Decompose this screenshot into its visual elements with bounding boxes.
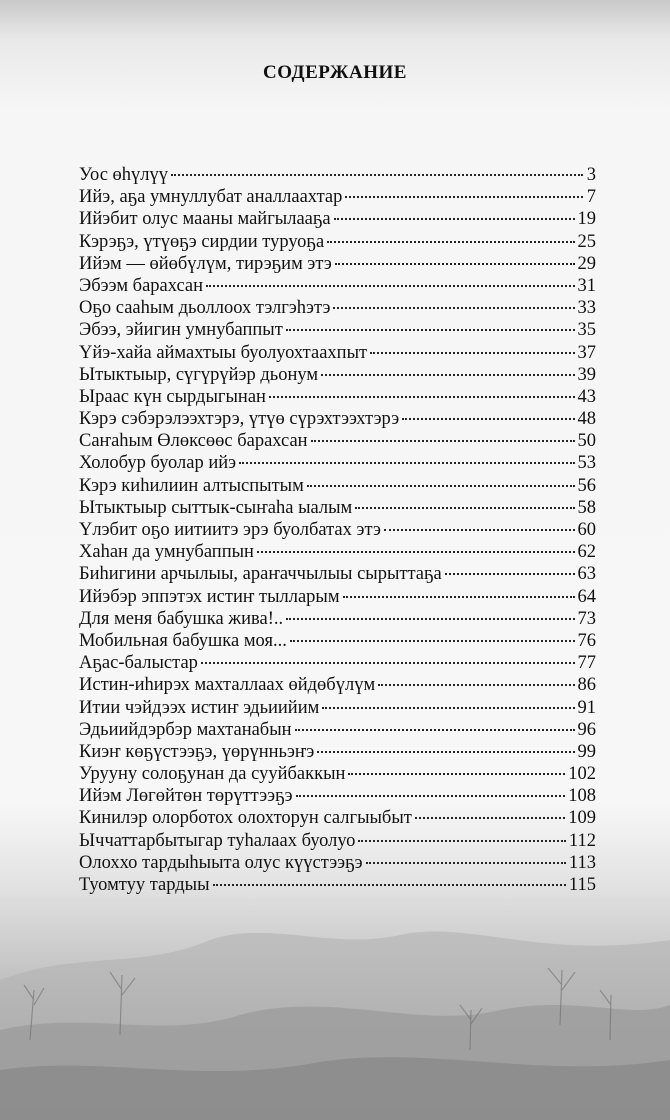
toc-entry-page-number: 64	[577, 586, 596, 607]
toc-entry-title: Ытыктыыр сыттык-сыҥаһа ыалым	[79, 497, 353, 518]
dot-leader	[257, 551, 575, 553]
toc-entry	[79, 830, 596, 852]
toc-entry-title: Итии чэйдээх истиҥ эдьиийим	[79, 697, 320, 718]
toc-entry-title: Биһигини арчылыы, араҥаччылыы сырыттаҕа	[79, 564, 442, 585]
toc-entry-page-number: 7	[586, 187, 596, 208]
toc-entry-page-number: 58	[577, 497, 596, 518]
dot-leader	[348, 773, 565, 775]
toc-entry-title: Хаһан да умнубаппын	[79, 542, 254, 563]
toc-entry-title: Ийэ, аҕа умнуллубат аналлаахтар	[79, 187, 343, 208]
toc-entry-page-number: 3	[586, 165, 596, 185]
toc-entry-title: Эбээ, эйигин умнубаппыт	[79, 320, 283, 341]
toc-entry-page-number: 60	[577, 520, 596, 540]
dot-leader	[415, 817, 565, 819]
toc-entry-page-number: 33	[577, 298, 596, 319]
toc-entry-page-number: 25	[577, 231, 596, 252]
toc-entry-page-number: 108	[568, 786, 596, 807]
toc-entry-page-number: 39	[577, 364, 596, 385]
dot-leader	[343, 596, 575, 598]
toc-entry	[79, 541, 596, 563]
toc-entry-page-number: 77	[577, 653, 596, 674]
toc-entry-title: Олоххо тардыһыыта олус күүстээҕэ	[79, 852, 363, 873]
toc-entry	[79, 408, 596, 430]
toc-entry	[79, 763, 596, 785]
dot-leader	[345, 196, 583, 198]
dot-leader	[327, 241, 574, 243]
toc-entry	[79, 807, 596, 829]
dot-leader	[307, 485, 575, 487]
toc-entry	[79, 364, 596, 386]
toc-entry-page-number: 99	[577, 741, 596, 762]
toc-entry-title: Кэрэҕэ, үтүөҕэ сирдии туруоҕа	[79, 231, 325, 252]
dot-leader	[206, 285, 574, 287]
toc-entry-title: Уруунy солоҕунан да сууйбаккын	[79, 764, 346, 785]
toc-entry	[79, 741, 596, 763]
toc-entry-page-number: 86	[577, 675, 596, 696]
dot-leader	[334, 218, 575, 220]
toc-entry	[79, 563, 596, 585]
toc-entry-title: Туомтуу тардыы	[79, 875, 210, 895]
dot-leader	[213, 884, 566, 886]
dot-leader	[311, 440, 575, 442]
toc-entry-page-number: 113	[568, 852, 596, 873]
toc-entry-page-number: 19	[577, 209, 596, 230]
dot-leader	[333, 307, 574, 309]
dot-leader	[366, 862, 566, 864]
toc-entry-title: Уос өһүлүү	[79, 165, 169, 185]
dot-leader	[445, 573, 575, 575]
dot-leader	[322, 707, 574, 709]
dot-leader	[317, 751, 574, 753]
toc-entry	[79, 852, 596, 874]
toc-entry	[79, 253, 596, 275]
toc-entry	[79, 186, 596, 208]
toc-entry-title: Истин-иһирэх махталлаах өйдөбүлүм	[79, 675, 376, 696]
toc-entry-page-number: 53	[577, 453, 596, 474]
toc-entry	[79, 208, 596, 230]
toc-entry-title: Үйэ-хайа аймахтыы буолуохтаахпыт	[79, 342, 368, 363]
toc-entry-page-number: 112	[568, 830, 596, 851]
toc-entry	[79, 652, 596, 674]
dot-leader	[286, 329, 575, 331]
toc-entry-title: Холобур буолар ийэ	[79, 453, 237, 474]
dot-leader	[201, 662, 575, 664]
dot-leader	[286, 618, 574, 620]
table-of-contents	[79, 164, 596, 896]
toc-entry	[79, 785, 596, 807]
toc-entry	[79, 319, 596, 341]
toc-entry-page-number: 109	[568, 808, 596, 829]
dot-leader	[370, 352, 574, 354]
toc-entry-title: Оҕо сааһым дьоллоох тэлгэһэтэ	[79, 298, 331, 319]
page-title: СОДЕРЖАНИЕ	[263, 62, 407, 83]
toc-entry-title: Кинилэр олорботох олохторун салгыыбыт	[79, 808, 412, 829]
toc-entry	[79, 452, 596, 474]
toc-entry-title: Эбээм барахсан	[79, 275, 204, 296]
toc-entry-page-number: 63	[577, 564, 596, 585]
toc-entry-page-number: 76	[577, 630, 596, 651]
toc-entry	[79, 386, 596, 408]
toc-entry-title: Ийэбэр эппэтэх истиҥ тылларым	[79, 586, 340, 607]
dot-leader	[355, 507, 574, 509]
toc-entry	[79, 608, 596, 630]
toc-entry-page-number: 43	[577, 386, 596, 407]
toc-entry	[79, 519, 596, 541]
toc-entry	[79, 297, 596, 319]
toc-entry-page-number: 48	[577, 409, 596, 430]
toc-entry	[79, 342, 596, 364]
toc-entry	[79, 719, 596, 741]
toc-entry-title: Ыраас күн сырдыгынан	[79, 386, 266, 407]
toc-entry	[79, 497, 596, 519]
toc-entry-page-number: 56	[577, 475, 596, 496]
toc-entry	[79, 275, 596, 297]
dot-leader	[239, 462, 574, 464]
toc-entry-page-number: 62	[577, 542, 596, 563]
toc-entry	[79, 674, 596, 696]
toc-entry-title: Кэрэ сэбэрэлээхтэрэ, үтүө сүрэхтээхтэрэ	[79, 409, 400, 430]
dot-leader	[171, 174, 583, 176]
toc-entry-page-number: 29	[577, 253, 596, 274]
dot-leader	[290, 640, 575, 642]
toc-entry-page-number: 37	[577, 342, 596, 363]
toc-entry-page-number: 102	[568, 764, 596, 785]
toc-entry-title: Ийэбит олус мааны майгылааҕа	[79, 209, 331, 230]
toc-entry-title: Аҕас-балыстар	[79, 653, 198, 674]
toc-entry-title: Для меня бабушка жива!..	[79, 608, 284, 629]
toc-entry-title: Үлэбит оҕо иитиитэ эрэ буолбатах этэ	[79, 520, 381, 540]
toc-entry-page-number: 31	[577, 275, 596, 296]
toc-entry-title: Ийэм Лөгөйтөн төрүттээҕэ	[79, 786, 293, 807]
dot-leader	[269, 396, 575, 398]
toc-entry-title: Эдьиийдэрбэр махтанабын	[79, 719, 292, 740]
toc-entry-title: Кэрэ киһилиин алтыспытым	[79, 475, 304, 496]
toc-entry-title: Мобильная бабушка моя...	[79, 630, 287, 651]
dot-leader	[296, 795, 566, 797]
toc-entry	[79, 430, 596, 452]
toc-entry-page-number: 91	[577, 697, 596, 718]
dot-leader	[321, 374, 574, 376]
toc-entry	[79, 164, 596, 186]
toc-entry-page-number: 96	[577, 719, 596, 740]
dot-leader	[358, 840, 566, 842]
toc-entry	[79, 586, 596, 608]
dot-leader	[335, 263, 575, 265]
toc-entry-title: Ыччаттарбытыгар туһалаах буолуо	[79, 830, 356, 851]
toc-entry-title: Киэҥ көҕүстээҕэ, үөрүнньэҥэ	[79, 741, 315, 762]
toc-entry	[79, 630, 596, 652]
toc-entry-page-number: 115	[568, 875, 596, 895]
dot-leader	[378, 684, 574, 686]
toc-entry-title: Ийэм — өйөбүлүм, тирэҕим этэ	[79, 253, 332, 274]
toc-entry	[79, 231, 596, 253]
toc-entry-page-number: 50	[577, 431, 596, 452]
dot-leader	[295, 729, 575, 731]
toc-entry	[79, 475, 596, 497]
dot-leader	[402, 418, 574, 420]
toc-entry	[79, 697, 596, 719]
toc-entry-page-number: 35	[577, 320, 596, 341]
toc-entry-page-number: 73	[577, 608, 596, 629]
dot-leader	[384, 529, 575, 531]
toc-entry-title: Ытыктыыр, сүгүрүйэр дьонум	[79, 364, 319, 385]
toc-entry-title: Саҥаһым Өлөксөөс барахсан	[79, 431, 308, 452]
toc-entry	[79, 874, 596, 896]
